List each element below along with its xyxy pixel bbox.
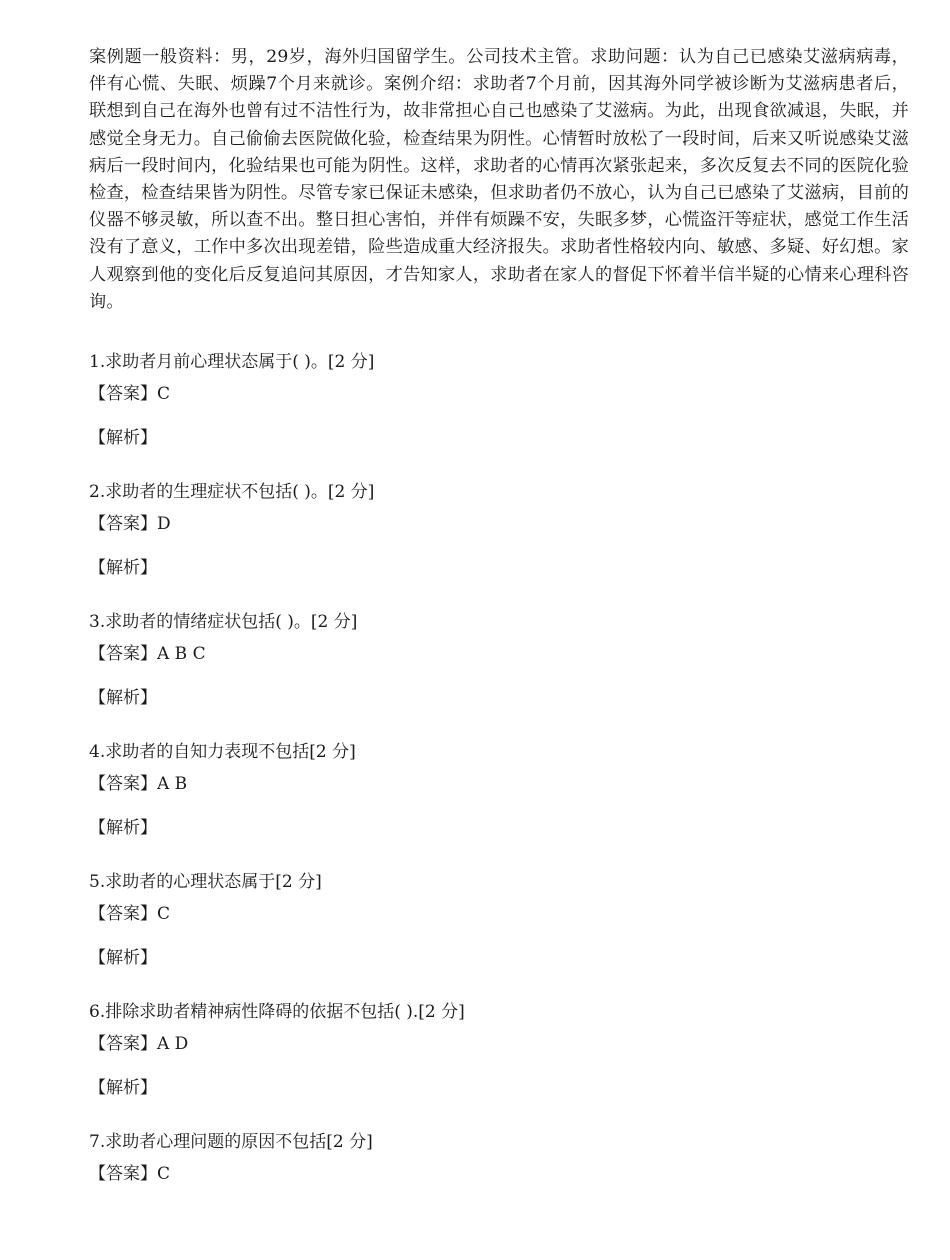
question-item [89, 1130, 909, 1260]
question-analysis: 【解析】 [89, 948, 157, 969]
question-item [89, 870, 909, 1000]
question-title: 6.排除求助者精神病性降碍的依据不包括( ).[2 分] [89, 1002, 465, 1023]
question-answer: 【答案】D [89, 514, 171, 535]
question-answer: 【答案】C [89, 1164, 171, 1185]
question-title: 3.求助者的情绪症状包括( )。[2 分] [89, 612, 358, 633]
question-title: 1.求助者月前心理状态属于( )。[2 分] [89, 352, 375, 373]
question-answer: 【答案】A B [89, 774, 188, 795]
case-description: 案例题一般资料：男，29岁，海外归国留学生。公司技术主管。求助问题：认为自己已感染艾滋病病毒，伴有心慌、失眠、烦躁7个月来就诊。案例介绍：求助者7个月前，因其海外同学被诊断为艾滋病患者后，联想到自己在海外也曾有过不洁性行为，故非常担心自己也感染了艾滋病。为此，出现食欲减退，失眠，并感觉全身无力。自己偷偷去医院做化验，检查结果为阴性。心情暂时放松了一段时间，后来又听说感染艾滋病后一段时间内，化验结果也可能为阴性。这样，求助者的心情再次紧张起来，多次反复去不同的医院化验检查，检查结果皆为阴性。尽管专家已保证未感染，但求助者仍不放心，认为自己已感染了艾滋病，目前的仪器不够灵敏，所以查不出。整日担心害怕，并伴有烦躁不安，失眠多梦，心慌盗汗等症状，感觉工作生活没有了意义，工作中多次出现差错，险些造成重大经济报失。求助者性格较内向、敏感、多疑、好幻想。家人观察到他的变化后反复追问其原因，才告知家人，求助者在家人的督促下怀着半信半疑的心情来心理科咨询。 [89, 47, 909, 312]
question-answer: 【答案】C [89, 384, 171, 405]
question-answer: 【答案】A D [89, 1034, 189, 1055]
question-title: 4.求助者的自知力表现不包括[2 分] [89, 742, 356, 763]
question-list [89, 350, 909, 1260]
question-item [89, 610, 909, 740]
question-item [89, 350, 909, 480]
question-analysis: 【解析】 [89, 1078, 157, 1099]
question-analysis: 【解析】 [89, 688, 157, 709]
question-analysis: 【解析】 [89, 428, 157, 449]
question-answer: 【答案】A B C [89, 644, 206, 665]
question-title: 2.求助者的生理症状不包括( )。[2 分] [89, 482, 375, 503]
question-title: 7.求助者心理问题的原因不包括[2 分] [89, 1132, 373, 1153]
question-item [89, 480, 909, 610]
question-answer: 【答案】C [89, 904, 171, 925]
question-analysis: 【解析】 [89, 818, 157, 839]
question-analysis: 【解析】 [89, 558, 157, 579]
question-title: 5.求助者的心理状态属于[2 分] [89, 872, 322, 893]
question-item [89, 740, 909, 870]
question-item [89, 1000, 909, 1130]
document-page [89, 44, 909, 1260]
